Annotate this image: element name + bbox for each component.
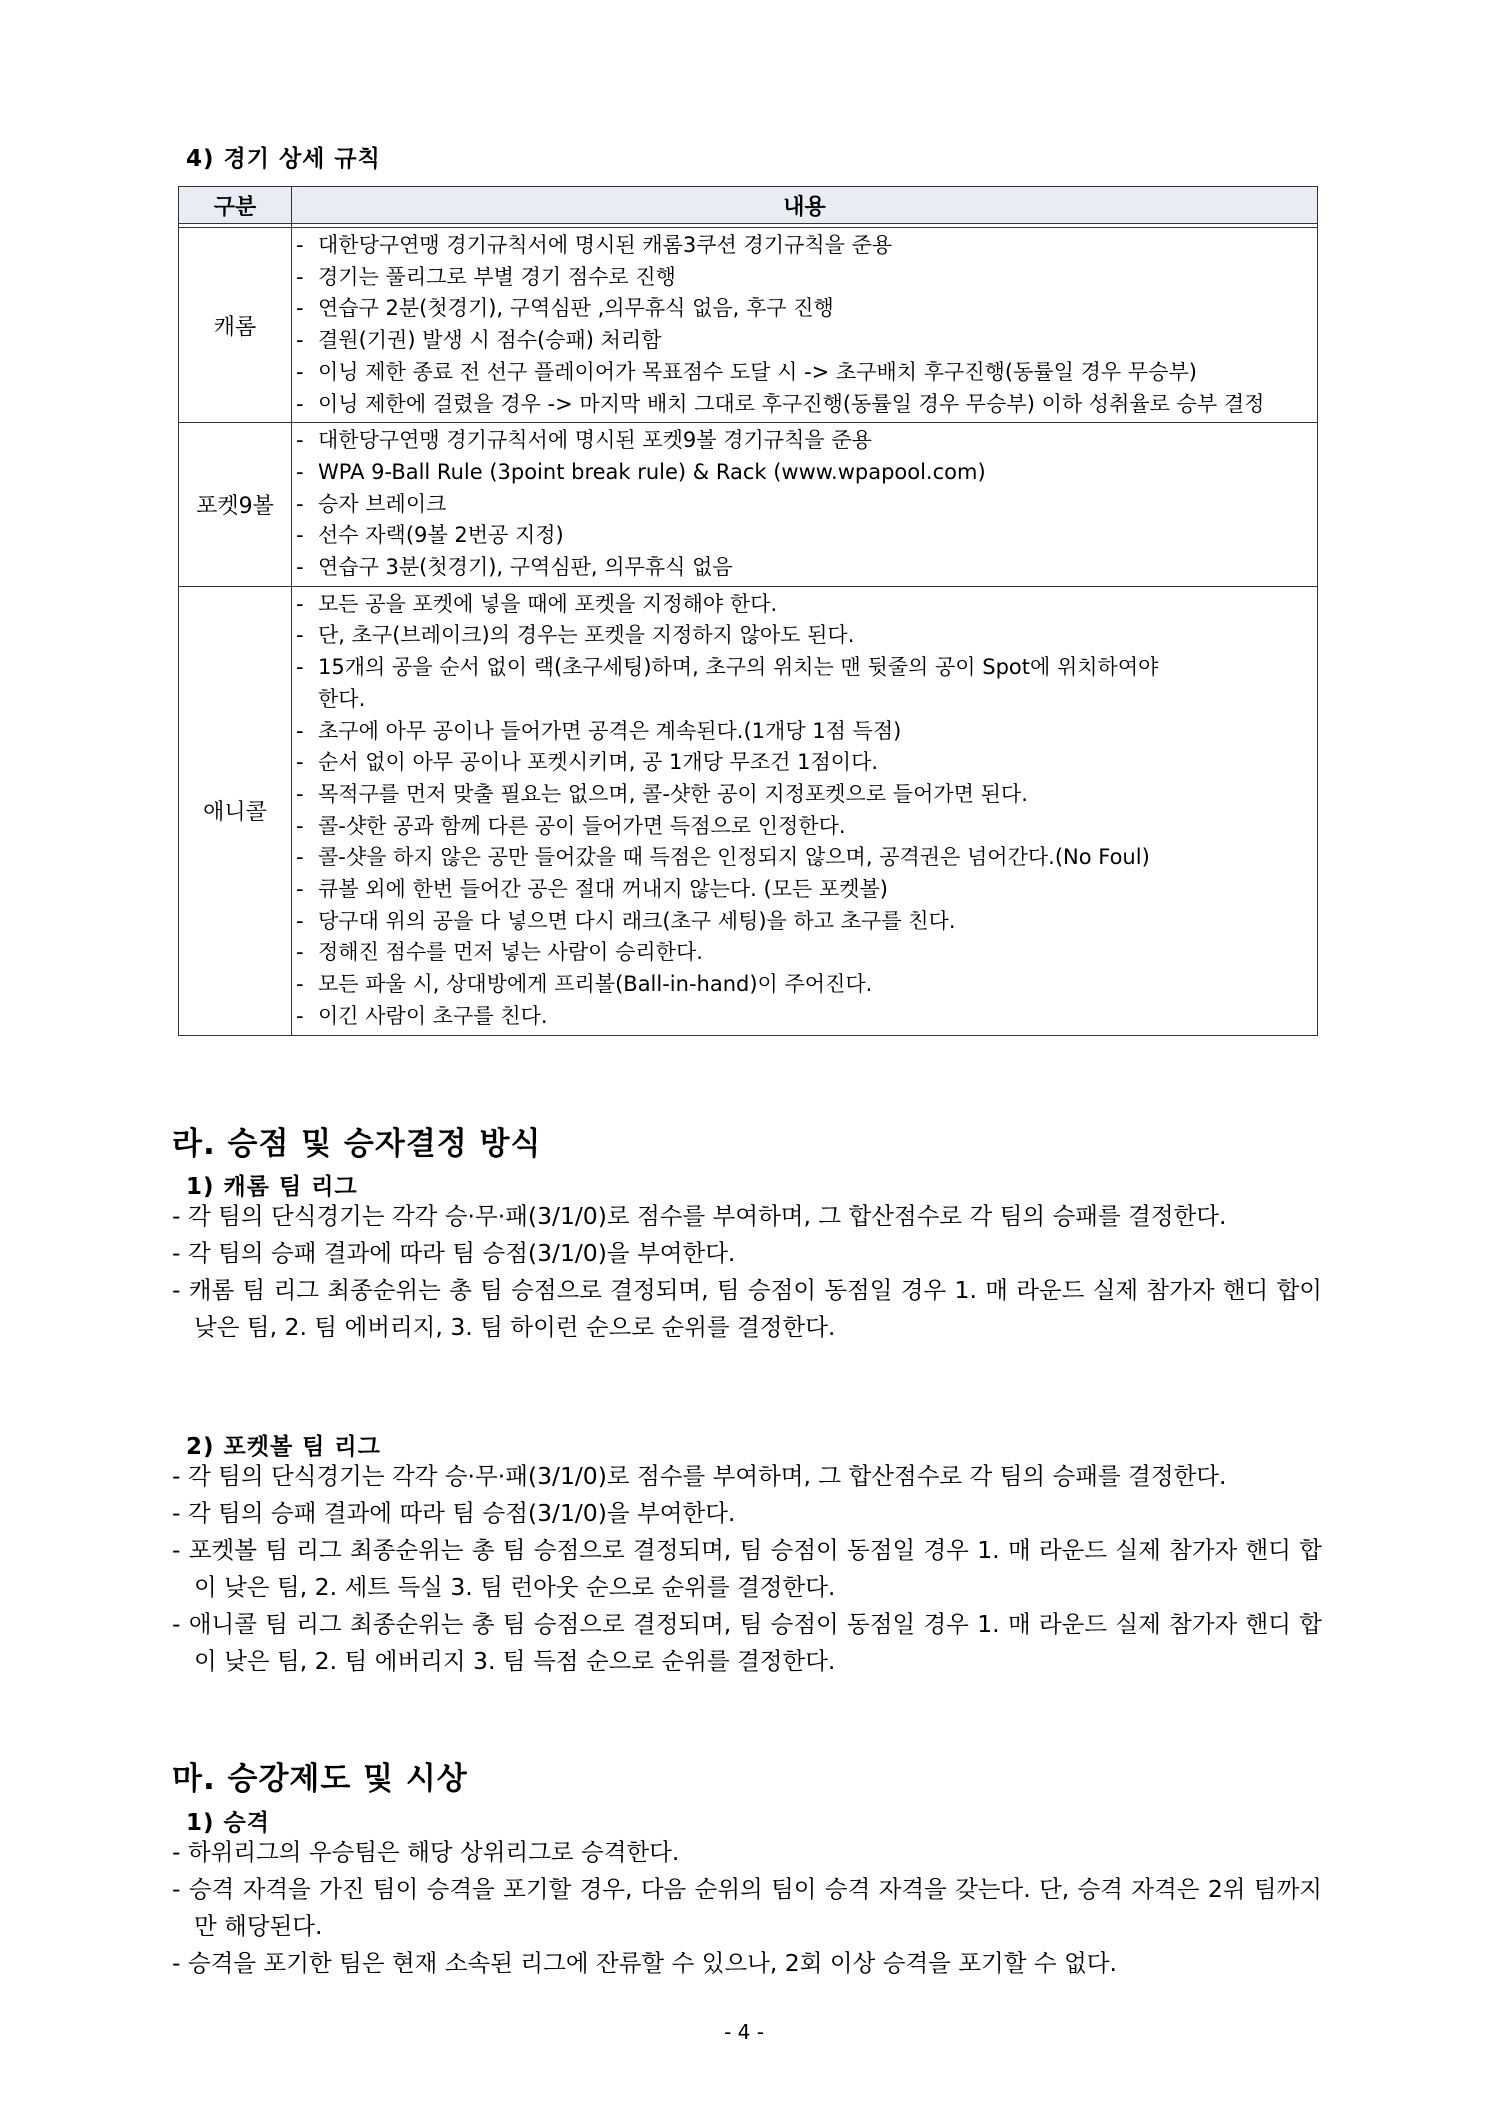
list-item: - 순서 없이 아무 공이나 포켓시키며, 공 1개당 무조건 1점이다. (296, 750, 879, 775)
table-row (179, 228, 1318, 423)
list-item: - 15개의 공을 순서 없이 랙(초구세팅)하며, 초구의 위치는 맨 뒷줄의 공이 Spot에 위치하여야 (296, 655, 1159, 680)
section-ma-sub1-list (172, 1834, 1322, 1982)
list-item: - 이닝 제한 종료 전 선구 플레이어가 목표점수 도달 시 -> 초구배치 후구진행(동률일 경우 무승부) (296, 359, 1197, 384)
list-item: - 모든 공을 포켓에 넣을 때에 포켓을 지정해야 한다. (296, 591, 778, 616)
row-content (292, 423, 1318, 587)
table-row (179, 423, 1318, 587)
row-category: 캐롬 (179, 228, 292, 423)
list-item: - 당구대 위의 공을 다 넣으면 다시 래크(초구 세팅)을 하고 초구를 친다. (296, 908, 956, 933)
list-item: - 하위리그의 우승팀은 해당 상위리그로 승격한다. (172, 1838, 680, 1866)
row-content (292, 228, 1318, 423)
list-item: - 큐볼 외에 한번 들어간 공은 절대 꺼내지 않는다. (모든 포켓볼) (296, 877, 889, 902)
list-item: - 선수 자랙(9볼 2번공 지정) (296, 523, 564, 548)
list-item: - WPA 9-Ball Rule (3point break rule) & Rack (www.wpapool.com) (296, 459, 986, 484)
row-category: 애니콜 (179, 586, 292, 1035)
list-item: - 콜-샷한 공과 함께 다른 공이 들어가면 득점으로 인정한다. (296, 813, 846, 838)
list-item: - 정해진 점수를 먼저 넣는 사람이 승리한다. (296, 940, 703, 965)
list-item: - 목적구를 먼저 맞출 필요는 없으며, 콜-샷한 공이 지정포켓으로 들어가면 된다. (296, 781, 1028, 806)
row-content (292, 586, 1318, 1035)
section-ra-sub1-title: 1) 캐롬 팀 리그 (186, 1174, 358, 1200)
section-ma-title: 마. 승강제도 및 시상 (172, 1761, 468, 1797)
list-item: - 대한당구연맹 경기규칙서에 명시된 포켓9볼 경기규칙을 준용 (296, 428, 872, 453)
list-item: - 각 팀의 단식경기는 각각 승·무·패(3/1/0)로 점수를 부여하며, 그 합산점수로 각 팀의 승패를 결정한다. (172, 1462, 1227, 1490)
list-item: - 경기는 풀리그로 부별 경기 점수로 진행 (296, 264, 676, 289)
list-item: - 각 팀의 단식경기는 각각 승·무·패(3/1/0)로 점수를 부여하며, 그 합산점수로 각 팀의 승패를 결정한다. (172, 1202, 1227, 1230)
list-item: - 단, 초구(브레이크)의 경우는 포켓을 지정하지 않아도 된다. (296, 623, 855, 648)
list-item: - 초구에 아무 공이나 들어가면 공격은 계속된다.(1개당 1점 득점) (296, 718, 902, 743)
list-item: - 이닝 제한에 걸렸을 경우 -> 마지막 배치 그대로 후구진행(동률일 경우 무승부) 이하 성취율로 승부 결정 (296, 391, 1265, 416)
list-item: - 캐롬 팀 리그 최종순위는 총 팀 승점으로 결정되며, 팀 승점이 동점일 경우 1. 매 라운드 실제 참가자 핸디 합이 낮은 팀, 2. 팀 에버리지, 3. 팀 하이런 순으로 순위를 결정한다. (172, 1276, 1322, 1341)
section-ma-sub1-title: 1) 승격 (186, 1810, 270, 1836)
header-category: 구분 (179, 187, 292, 224)
list-item: - 포켓볼 팀 리그 최종순위는 총 팀 승점으로 결정되며, 팀 승점이 동점일 경우 1. 매 라운드 실제 참가자 핸디 합이 낮은 팀, 2. 세트 득실 3. 팀 런아웃 순으로 순위를 결정한다. (172, 1536, 1322, 1601)
list-item: - 이긴 사람이 초구를 친다. (296, 1003, 548, 1028)
rules-table (178, 186, 1318, 1036)
list-item: - 연습구 3분(첫경기), 구역심판, 의무휴식 없음 (296, 555, 733, 580)
table-row (179, 586, 1318, 1035)
table-header-row (179, 187, 1318, 224)
list-item: - 각 팀의 승패 결과에 따라 팀 승점(3/1/0)을 부여한다. (172, 1239, 736, 1267)
section-ra-sub2-list (172, 1458, 1322, 1680)
list-item: - 대한당구연맹 경기규칙서에 명시된 캐롬3쿠션 경기규칙을 준용 (296, 233, 893, 257)
list-item: - 모든 파울 시, 상대방에게 프리볼(Ball-in-hand)이 주어진다. (296, 972, 873, 997)
row-category: 포켓9볼 (179, 423, 292, 587)
list-item: - 승자 브레이크 (296, 491, 447, 516)
list-item: - 승격을 포기한 팀은 현재 소속된 리그에 잔류할 수 있으나, 2회 이상 승격을 포기할 수 없다. (172, 1949, 1117, 1977)
list-item: - 콜-샷을 하지 않은 공만 들어갔을 때 득점은 인정되지 않으며, 공격권은 넘어간다.(No Foul) (296, 845, 1150, 870)
header-content: 내용 (292, 187, 1318, 224)
list-item: - 결원(기권) 발생 시 점수(승패) 처리함 (296, 328, 662, 353)
list-item-continuation: 한다. (318, 686, 366, 711)
list-item: - 애니콜 팀 리그 최종순위는 총 팀 승점으로 결정되며, 팀 승점이 동점일 경우 1. 매 라운드 실제 참가자 핸디 합이 낮은 팀, 2. 팀 에버리지 3. 팀 득점 순으로 순위를 결정한다. (172, 1610, 1322, 1675)
section-ra-sub1-list (172, 1198, 1322, 1346)
section-ra-title: 라. 승점 및 승자결정 방식 (172, 1126, 542, 1162)
page-number: - 4 - (724, 2020, 764, 2044)
section-ra-sub2-title: 2) 포켓볼 팀 리그 (186, 1434, 381, 1460)
list-item: - 승격 자격을 가진 팀이 승격을 포기할 경우, 다음 순위의 팀이 승격 자격을 갖는다. 단, 승격 자격은 2위 팀까지만 해당된다. (172, 1875, 1322, 1940)
list-item: - 연습구 2분(첫경기), 구역심판 ,의무휴식 없음, 후구 진행 (296, 296, 834, 321)
list-item: - 각 팀의 승패 결과에 따라 팀 승점(3/1/0)을 부여한다. (172, 1499, 736, 1527)
section4-title: 4) 경기 상세 규칙 (186, 146, 381, 172)
